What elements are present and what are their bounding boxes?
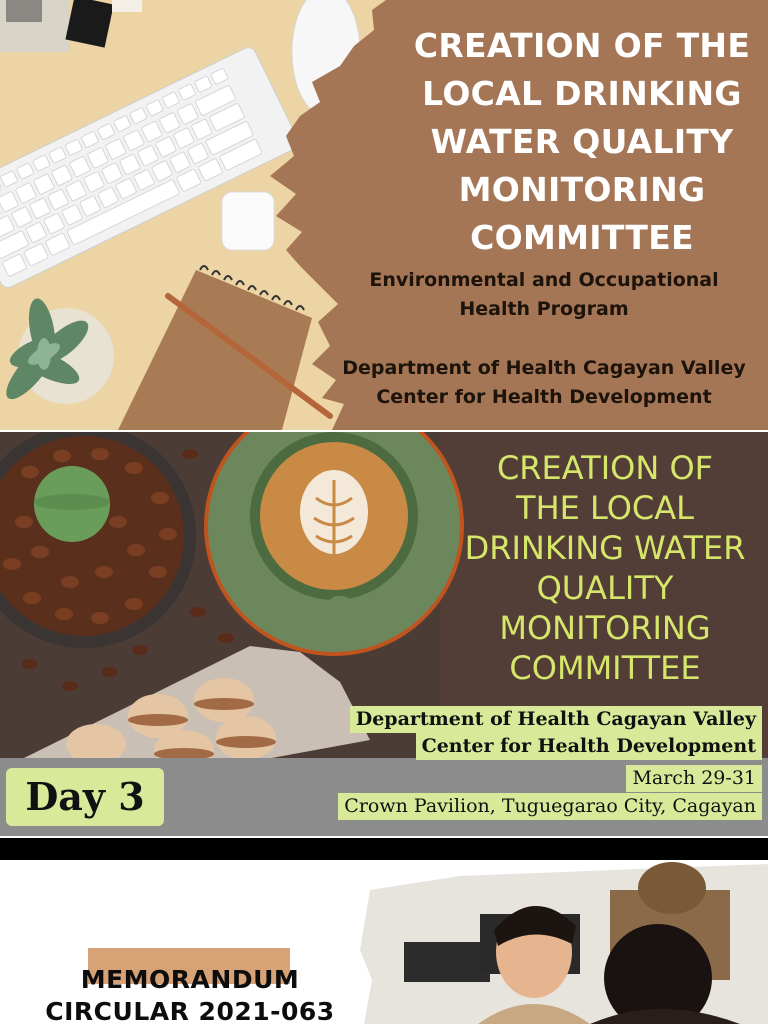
panel1-title-line: LOCAL DRINKING bbox=[422, 74, 742, 113]
memorandum-panel bbox=[0, 860, 768, 1024]
panel1-title-line: COMMITTEE bbox=[470, 218, 694, 257]
program-name-line: Health Program bbox=[459, 298, 629, 320]
center-highlight: Center for Health Development bbox=[416, 733, 762, 760]
panel1-title-line: CREATION OF THE bbox=[413, 26, 751, 65]
panel2-title-line: THE LOCAL bbox=[516, 489, 694, 527]
panel1-title bbox=[396, 22, 768, 262]
department-name bbox=[336, 354, 752, 412]
memo-title-line: CIRCULAR 2021-063 bbox=[45, 997, 335, 1024]
panel2-title bbox=[452, 448, 758, 688]
section-divider bbox=[0, 838, 768, 860]
program-name-line: Environmental and Occupational bbox=[369, 269, 719, 291]
panel2-title-line: QUALITY bbox=[536, 569, 674, 607]
event-venue: Crown Pavilion, Tuguegarao City, Cagayan bbox=[338, 793, 762, 820]
panel1-title-line: WATER QUALITY bbox=[430, 122, 734, 161]
keyboard-image bbox=[0, 45, 301, 290]
memo-title-line: MEMORANDUM bbox=[80, 965, 300, 994]
event-details-panel bbox=[0, 432, 768, 836]
notebook-image bbox=[118, 266, 312, 430]
panel2-title-line: DRINKING WATER bbox=[464, 529, 746, 567]
panel2-title-line: CREATION OF bbox=[496, 449, 714, 487]
department-highlight: Department of Health Cagayan Valley bbox=[350, 706, 762, 733]
succulent-plant-image bbox=[0, 296, 114, 405]
program-name bbox=[346, 266, 742, 324]
office-people-photo bbox=[360, 860, 768, 1024]
department-name-line: Center for Health Development bbox=[376, 386, 712, 408]
earbuds-case-image bbox=[222, 192, 274, 250]
memo-title bbox=[20, 964, 360, 1024]
event-date: March 29-31 bbox=[626, 765, 762, 792]
panel2-title-line: COMMITTEE bbox=[509, 649, 701, 687]
day-badge: Day 3 bbox=[6, 768, 164, 826]
papers-image bbox=[0, 0, 142, 52]
top-title-panel bbox=[0, 0, 768, 430]
panel2-title-line: MONITORING bbox=[499, 609, 711, 647]
department-name-line: Department of Health Cagayan Valley bbox=[342, 357, 746, 379]
panel1-title-line: MONITORING bbox=[458, 170, 706, 209]
